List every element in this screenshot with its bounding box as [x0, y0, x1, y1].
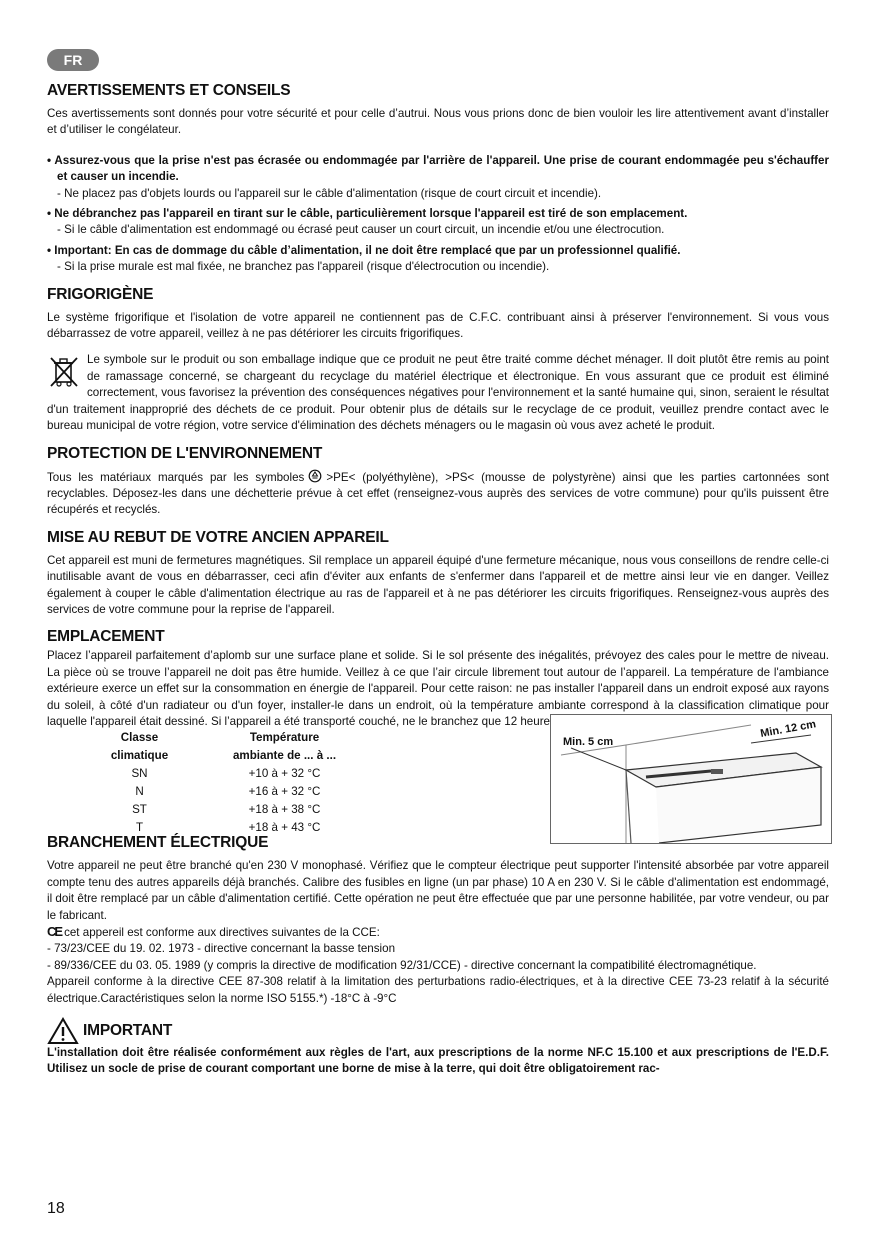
- text: Tous les matériaux marqués par les symboles: [47, 470, 305, 484]
- table-cell: SN: [131, 767, 148, 781]
- section-refrigerant: [47, 286, 829, 435]
- section-title: BRANCHEMENT ÉLECTRIQUE: [47, 834, 269, 852]
- list-item: - 73/23/CEE du 19. 02. 1973 - directive concernant la basse tension: [47, 942, 396, 956]
- ce-mark-icon: CE: [47, 924, 62, 939]
- paragraph: Placez l’appareil parfaitement d’aplomb sur une surface plane et solide. Si le sol présente des inégalités, prévoyez des cales pour le mettre de niveau. La pièce où se trouve l’appareil ne doit pas être humide. Veillez à ce que l’air circule librement tout autour de l’appareil. La température de l'ambiance extérieure exerce un effet sur la consommation en énergie de l'appareil. Pour cette raison: ne pas installer l'appareil dans un endroit exposé aux rayons du soleil, à côté d'un radiateur ou d'un foyer, installer-le dans un endroit, où la température ambiante correspond à la classification climatique pour laquelle l'appareil était dessiné. Si l’appareil a été transporté couché, ne le branchez que 12 heures après l’avoir installé.: [47, 649, 829, 728]
- table-row: [87, 784, 377, 802]
- clearance-label-left: Min. 5 cm: [563, 736, 614, 749]
- paragraph: [47, 469, 829, 519]
- column-header: ambiante de ... à ...: [232, 749, 337, 763]
- section-location: [47, 628, 829, 834]
- table-cell: +10 à + 32 °C: [248, 767, 321, 781]
- dash-item: - Ne placez pas d'objets lourds ou l'appareil sur le câble d'alimentation (risque de court circuit et incendie).: [57, 186, 602, 200]
- table-cell: +18 à + 43 °C: [248, 820, 321, 834]
- paragraph: L'installation doit être réalisée conformément aux règles de l'art, aux prescriptions de la norme NF.C 15.100 et aux prescriptions de l'E.D.F. Utilisez un socle de prise de courant comportant une borne de mise à la terre, qui doit être obligatoirement rac-: [47, 1046, 829, 1076]
- clearance-diagram: [550, 714, 832, 844]
- climate-table: [87, 730, 377, 837]
- paragraph: Cet appareil est muni de fermetures magnétiques. Sil remplace un appareil équipé d'une fermeture mécanique, nous vous conseillons de rendre celle-ci inutilisable avant de vous en débarrasser, ceci afin d'éviter aux enfants de s'enfermer dans l'appareil et de mettre ainsi leur vie en danger. Veillez également à couper le câble d'alimentation électrique au ras de l'appareil et à ne pas détériorer les circuits frigorifiques. Renseignez-vous auprès des services de votre commune pour la reprise de l'appareil.: [47, 553, 829, 616]
- table-cell: T: [135, 820, 144, 834]
- section-title: MISE AU REBUT DE VOTRE ANCIEN APPAREIL: [47, 528, 389, 546]
- table-cell: ST: [132, 803, 147, 816]
- section-title: EMPLACEMENT: [47, 628, 165, 646]
- table-row: [87, 766, 377, 784]
- section-environment: [47, 445, 829, 519]
- table-row: [87, 802, 377, 820]
- section-title: PROTECTION DE L'ENVIRONNEMENT: [47, 444, 323, 462]
- bullet-item: • Assurez-vous que la prise n'est pas écrasée ou endommagée par l'arrière de l'appareil. Une prise de courant endommagée peu s'échauffer et causer un incendie.: [47, 153, 829, 184]
- section-electrical: [47, 834, 829, 1007]
- section-title: AVERTISSEMENTS ET CONSEILS: [47, 82, 291, 99]
- language-badge: FR: [47, 49, 99, 71]
- document-body: [47, 82, 829, 1088]
- text: >PE< (polyéthylène), >PS< (mousse de polystyrène) ainsi que les parties cartonnées sont recyclables. Déposez-les dans une déchetterie prévue à cet effet (renseignez-vous auprès des services de votre commune) pour qu'ils puissent être récupérés et recyclés.: [47, 470, 829, 517]
- dash-item: - Si le câble d'alimentation est endommagé ou écrasé peut causer un court circuit, un incendie et/ou une électrocution.: [57, 223, 665, 237]
- dash-item: - Si la prise murale est mal fixée, ne branchez pas l'appareil (risque d'électrocution ou incendie).: [57, 260, 550, 274]
- table-cell: N: [135, 785, 144, 799]
- section-important: [47, 1017, 829, 1078]
- warning-triangle-icon: [47, 1017, 79, 1045]
- table-cell: +16 à + 32 °C: [248, 785, 321, 799]
- paragraph: Votre appareil ne peut être branché qu'en 230 V monophasé. Vérifiez que le compteur électrique peut supporter l'intensité absorbée par votre appareil compte tenu des autres appareils déjà branchés. Calibre des fusibles en ligne (un par phase) 10 A en 230 V. Si le câble d'alimentation est endommagé, il doit être remplacé par un câble d'alimentation certifié. Cette opération ne peut être effectuée que par une personne habilitée, par votre vendeur, ou par le fabricant.: [47, 859, 829, 922]
- section-title: FRIGORIGÈNE: [47, 285, 154, 303]
- list-item: - 89/336/CEE du 03. 05. 1989 (y compris la directive de modification 92/31/CCE) - directive concernant la compatibilité électromagnétique.: [47, 958, 757, 972]
- bullet-item: • Important: En cas de dommage du câble d’alimentation, il ne doit être remplacé que par un professionnel qualifié.: [47, 243, 681, 257]
- climate-block: [47, 718, 829, 834]
- directive-list: [47, 924, 829, 974]
- clearance-label-right: Min. 12 cm: [759, 718, 817, 741]
- section-title: IMPORTANT: [83, 1022, 173, 1040]
- text: cet appereil est conforme aux directives suivantes de la CCE:: [64, 926, 380, 939]
- bullet-item: • Ne débranchez pas l'appareil en tirant sur le câble, particulièrement lorsque l'appareil est tiré de son emplacement.: [47, 207, 688, 221]
- table-row: [87, 820, 377, 838]
- paragraph: Le système frigorifique et l'isolation de votre appareil ne contiennent pas de C.F.C. contribuant ainsi à préserver l'environnement. Si vous vous débarrassez de votre appareil, veillez à ne pas détériorer les circuits frigorifiques.: [47, 310, 829, 341]
- recycle-icon: [308, 469, 322, 483]
- table-cell: +18 à + 38 °C: [248, 803, 321, 816]
- important-header: [47, 1017, 829, 1045]
- ce-line: [47, 924, 829, 941]
- crossed-bin-icon: [47, 354, 81, 388]
- column-header: Température: [249, 731, 320, 745]
- paragraph: Appareil conforme à la directive CEE 87-308 relatif à la limitation des perturbations radio-électriques, et à la directive CEE 73-23 relatif à la sécurité électrique.Caractéristiques selon la norme ISO 5155.*) -18°C à -9°C: [47, 975, 829, 1005]
- paragraph: Ces avertissements sont donnés pour votre sécurité et pour celle d’autrui. Nous vous prions donc de bien vouloir les lire attentivement avant d’installer et d’utiliser le congélateur.: [47, 107, 829, 137]
- page-number: 18: [47, 1200, 65, 1217]
- column-header: climatique: [110, 749, 169, 763]
- section-warnings: [47, 82, 829, 276]
- column-header: Classe: [120, 731, 159, 745]
- section-disposal: [47, 529, 829, 619]
- paragraph: Le symbole sur le produit ou son emballage indique que ce produit ne peut être traité comme déchet ménager. Il doit plutôt être remis au point de ramassage concerné, se chargeant du recyclage du matériel électrique et électronique. En vous assurant que ce produit est éliminé correctement, vous favorisez la prévention des conséquences négatives pour l'environnement et la santé humaine qui, sinon, seraient le résultat d'un traitement inapproprié des déchets de ce produit. Pour obtenir plus de détails sur le recyclage de ce produit, veuillez prendre contact avec le bureau municipal de votre région, votre service d'élimination des déchets ménagers ou le magasin où vous avez acheté le produit.: [47, 353, 829, 433]
